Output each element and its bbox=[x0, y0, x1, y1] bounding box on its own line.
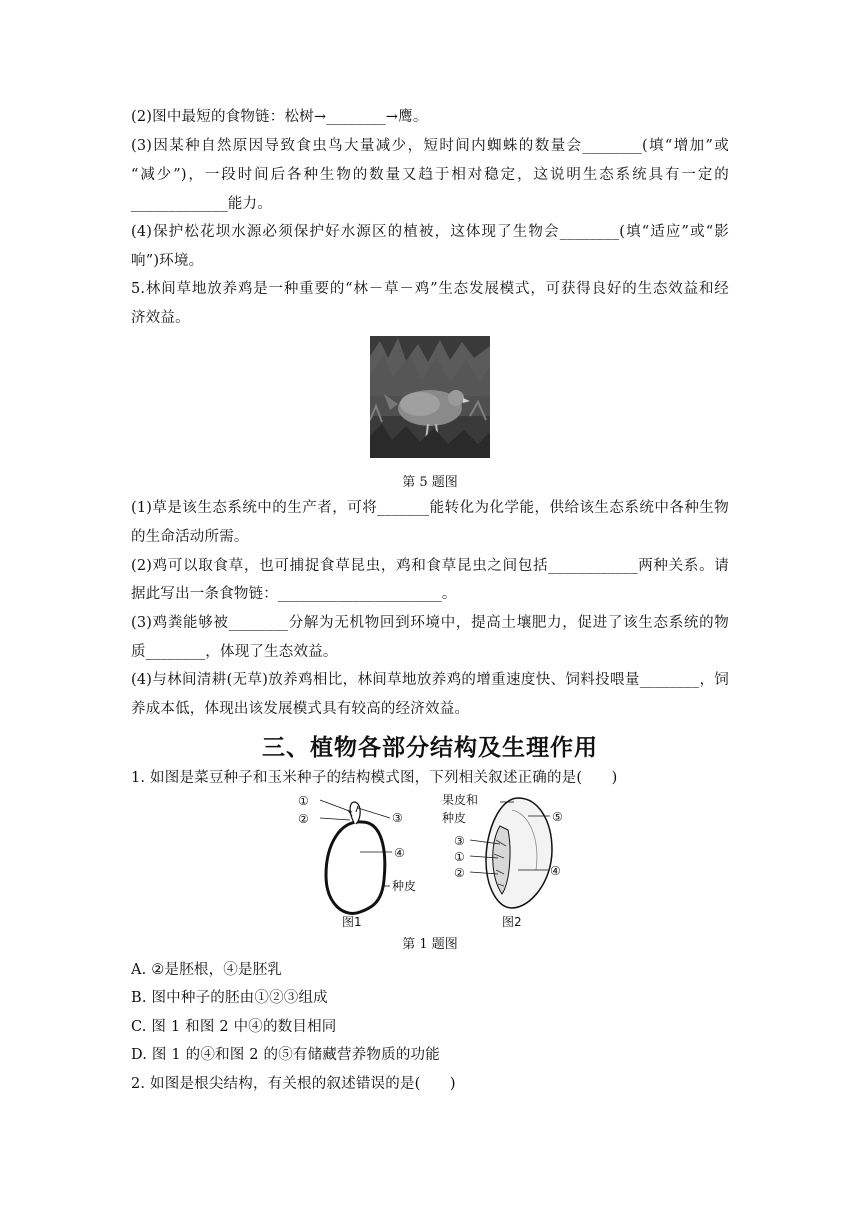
q5-intro-line1: 5.林间草地放养鸡是一种重要的“林－草－鸡”生态发展模式，可获得良好的生态效益和经 bbox=[131, 281, 729, 297]
q5-p3-line1: (3)鸡粪能够被________分解为无机物回到环境中，提高土壤肥力，促进了该生态系统的物 bbox=[131, 615, 729, 631]
fig1-label-3: ③ bbox=[392, 811, 403, 825]
q2-stem: 2. 如图是根尖结构，有关根的叙述错误的是( ) bbox=[131, 1076, 456, 1092]
fig2-title: 图2 bbox=[502, 915, 522, 929]
chicken-grass-image bbox=[370, 336, 490, 458]
bean-seed-diagram bbox=[320, 800, 392, 913]
q1-figure-caption: 第 1 题图 bbox=[402, 937, 458, 952]
fig2-label-4: ④ bbox=[550, 864, 561, 878]
q4-part3-line2: “减少”)，一段时间后各种生物的数量又趋于相对稳定，这说明生态系统具有一定的 bbox=[131, 167, 729, 183]
fig1-title: 图1 bbox=[342, 915, 362, 929]
q5-figure-caption: 第 5 题图 bbox=[402, 475, 458, 490]
fig1-seed-coat-label: 种皮 bbox=[392, 879, 417, 893]
fig2-label-1: ① bbox=[454, 850, 465, 864]
q1-option-b: B. 图中种子的胚由①②③组成 bbox=[131, 990, 328, 1006]
fig2-pericarp-label: 果皮和 bbox=[442, 793, 479, 807]
q5-p4-line1: (4)与林间清耕(无草)放养鸡相比，林间草地放养鸡的增重速度快、饲料投喂量________，饲 bbox=[131, 672, 729, 688]
q5-p1-line1: (1)草是该生态系统中的生产者，可将_______能转化为化学能，供给该生态系统中各种生物 bbox=[131, 500, 729, 516]
fig1-label-2: ② bbox=[298, 812, 309, 826]
fig1-label-1: ① bbox=[298, 794, 309, 808]
q5-p3-line2: 质________，体现了生态效益。 bbox=[131, 644, 338, 660]
q5-intro-line2: 济效益。 bbox=[131, 310, 190, 326]
q5-p2-line1: (2)鸡可以取食草，也可捕捉食草昆虫，鸡和食草昆虫之间包括____________两种关系。请 bbox=[131, 558, 729, 574]
fig2-label-5: ⑤ bbox=[552, 810, 563, 824]
q4-part4-line2: 响”)环境。 bbox=[131, 253, 204, 269]
q1-option-d: D. 图 1 的④和图 2 的⑤有储藏营养物质的功能 bbox=[131, 1047, 440, 1063]
q1-stem: 1. 如图是菜豆种子和玉米种子的结构模式图，下列相关叙述正确的是( ) bbox=[131, 770, 618, 786]
section-heading: 三、植物各部分结构及生理作用 bbox=[262, 735, 598, 761]
q5-p1-line2: 的生命活动所需。 bbox=[131, 529, 249, 545]
fig2-pericarp-label-2: 种皮 bbox=[442, 811, 467, 825]
q1-option-a: A. ②是胚根，④是胚乳 bbox=[131, 962, 283, 978]
q5-p2-line2: 据此写出一条食物链：______________________。 bbox=[131, 586, 457, 602]
fig1-label-4: ④ bbox=[394, 846, 405, 860]
q4-part4-line1: (4)保护松花坝水源必须保护好水源区的植被，这体现了生物会________(填“适应”或“影 bbox=[131, 224, 729, 240]
fig2-label-2: ② bbox=[454, 866, 465, 880]
q4-part3-line1: (3)因某种自然原因导致食虫鸟大量减少，短时间内蜘蛛的数量会________(填“增加”或 bbox=[131, 138, 729, 154]
q4-part3-line3: _____________能力。 bbox=[131, 196, 272, 212]
q4-part2: (2)图中最短的食物链：松树→________→鹰。 bbox=[131, 109, 428, 125]
q1-option-c: C. 图 1 和图 2 中④的数目相同 bbox=[131, 1019, 337, 1035]
chicken-photo bbox=[370, 336, 490, 458]
seed-structure-figure bbox=[290, 790, 590, 930]
q5-p4-line2: 养成本低，体现出该发展模式具有较高的经济效益。 bbox=[131, 701, 470, 717]
fig2-label-3: ③ bbox=[454, 834, 465, 848]
corn-seed-diagram bbox=[470, 798, 552, 908]
